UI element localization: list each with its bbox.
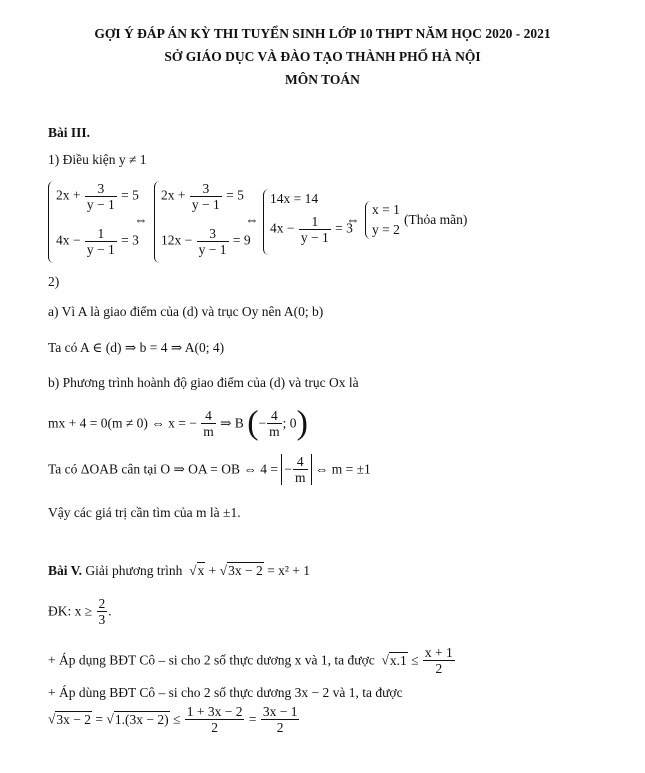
cauchy-step-2: + Áp dùng BĐT Cô – si cho 2 số thực dương 3x − 2 và 1, ta được: [48, 685, 403, 700]
bai3-title: Bài III.: [48, 125, 91, 140]
sys2-eq-b: 12x − $\frac{3}{y - 1}$ = 9: [161, 226, 251, 257]
bai3-condition: 1) Điều kiện y ≠ 1: [48, 152, 147, 167]
sys4-y: y = 2: [372, 222, 400, 237]
part-2-label: 2): [48, 274, 60, 289]
equiv-op-3: ⇔: [346, 212, 360, 227]
bai5-title: Bài V.: [48, 563, 83, 578]
sys2-eq-a: 2x + $\frac{3}{y - 1}$ = 5: [161, 181, 244, 212]
system-brace-1: [48, 181, 54, 263]
system-brace-2: [154, 181, 160, 263]
oab-equation: Ta có ΔOAB cân tại O ⇒ OA = OB ⇔ 4 = − $\frac{4}{m}$ ⇔ m = ±1: [48, 454, 371, 485]
sys1-eq-a: 2x + $\frac{3}{y - 1}$ = 5: [56, 181, 139, 212]
header-line-2: SỞ GIÁO DỤC VÀ ĐÀO TẠO THÀNH PHỐ HÀ NỘI: [164, 49, 481, 64]
system-brace-4: [365, 201, 371, 239]
equiv-op-1: ⇔: [134, 212, 148, 227]
sys3-eq-a: 14x = 14: [270, 191, 319, 206]
bai3-conclusion: Vậy các giá trị cần tìm của m là ±1.: [48, 505, 241, 520]
equiv-op-2: ⇔: [245, 212, 259, 227]
system-brace-3: [263, 189, 269, 255]
cauchy-step-3: √3x − 2 = √1.(3x − 2) ≤ $\frac{1 + 3x - 2}{2}$ = $\frac{3x - 1}{2}$: [48, 704, 298, 735]
header-line-1: GỢI Ý ĐÁP ÁN KỲ THI TUYỂN SINH LỚP 10 THPT NĂM HỌC 2020 - 2021: [94, 26, 551, 41]
header-subject: MÔN TOÁN: [285, 72, 360, 87]
b-equation: mx + 4 = 0(m ≠ 0) ⇔ x = − $\frac{4}{m}$ ⇒ B (− $\frac{4}{m}$ ; 0): [48, 404, 308, 442]
taco-a-result: Ta có A ∈ (d) ⇒ b = 4 ⇒ A(0; 4): [48, 340, 225, 355]
part-a-text: a) Vì A là giao điểm của (d) và trục Oy nên A(0; b): [48, 304, 324, 319]
satisfied-note: (Thỏa mãn): [404, 212, 468, 227]
cauchy-step-1: + Áp dụng BĐT Cô – si cho 2 số thực dương x và 1, ta được √x.1 ≤ $\frac{x + 1}{2}$: [48, 645, 453, 676]
bai5-statement: Bài V. Giải phương trình √x + √3x − 2 = x² + 1: [48, 563, 310, 578]
sys3-eq-b: 4x − $\frac{1}{y - 1}$ = 3: [270, 214, 353, 245]
part-b-text: b) Phương trình hoành độ giao điểm của (d) và trục Ox là: [48, 375, 359, 390]
bai5-domain: ĐK: x ≥ $\frac{2}{3}$ .: [48, 596, 112, 627]
sys4-x: x = 1: [372, 202, 400, 217]
sys1-eq-b: 4x − $\frac{1}{y - 1}$ = 3: [56, 226, 139, 257]
